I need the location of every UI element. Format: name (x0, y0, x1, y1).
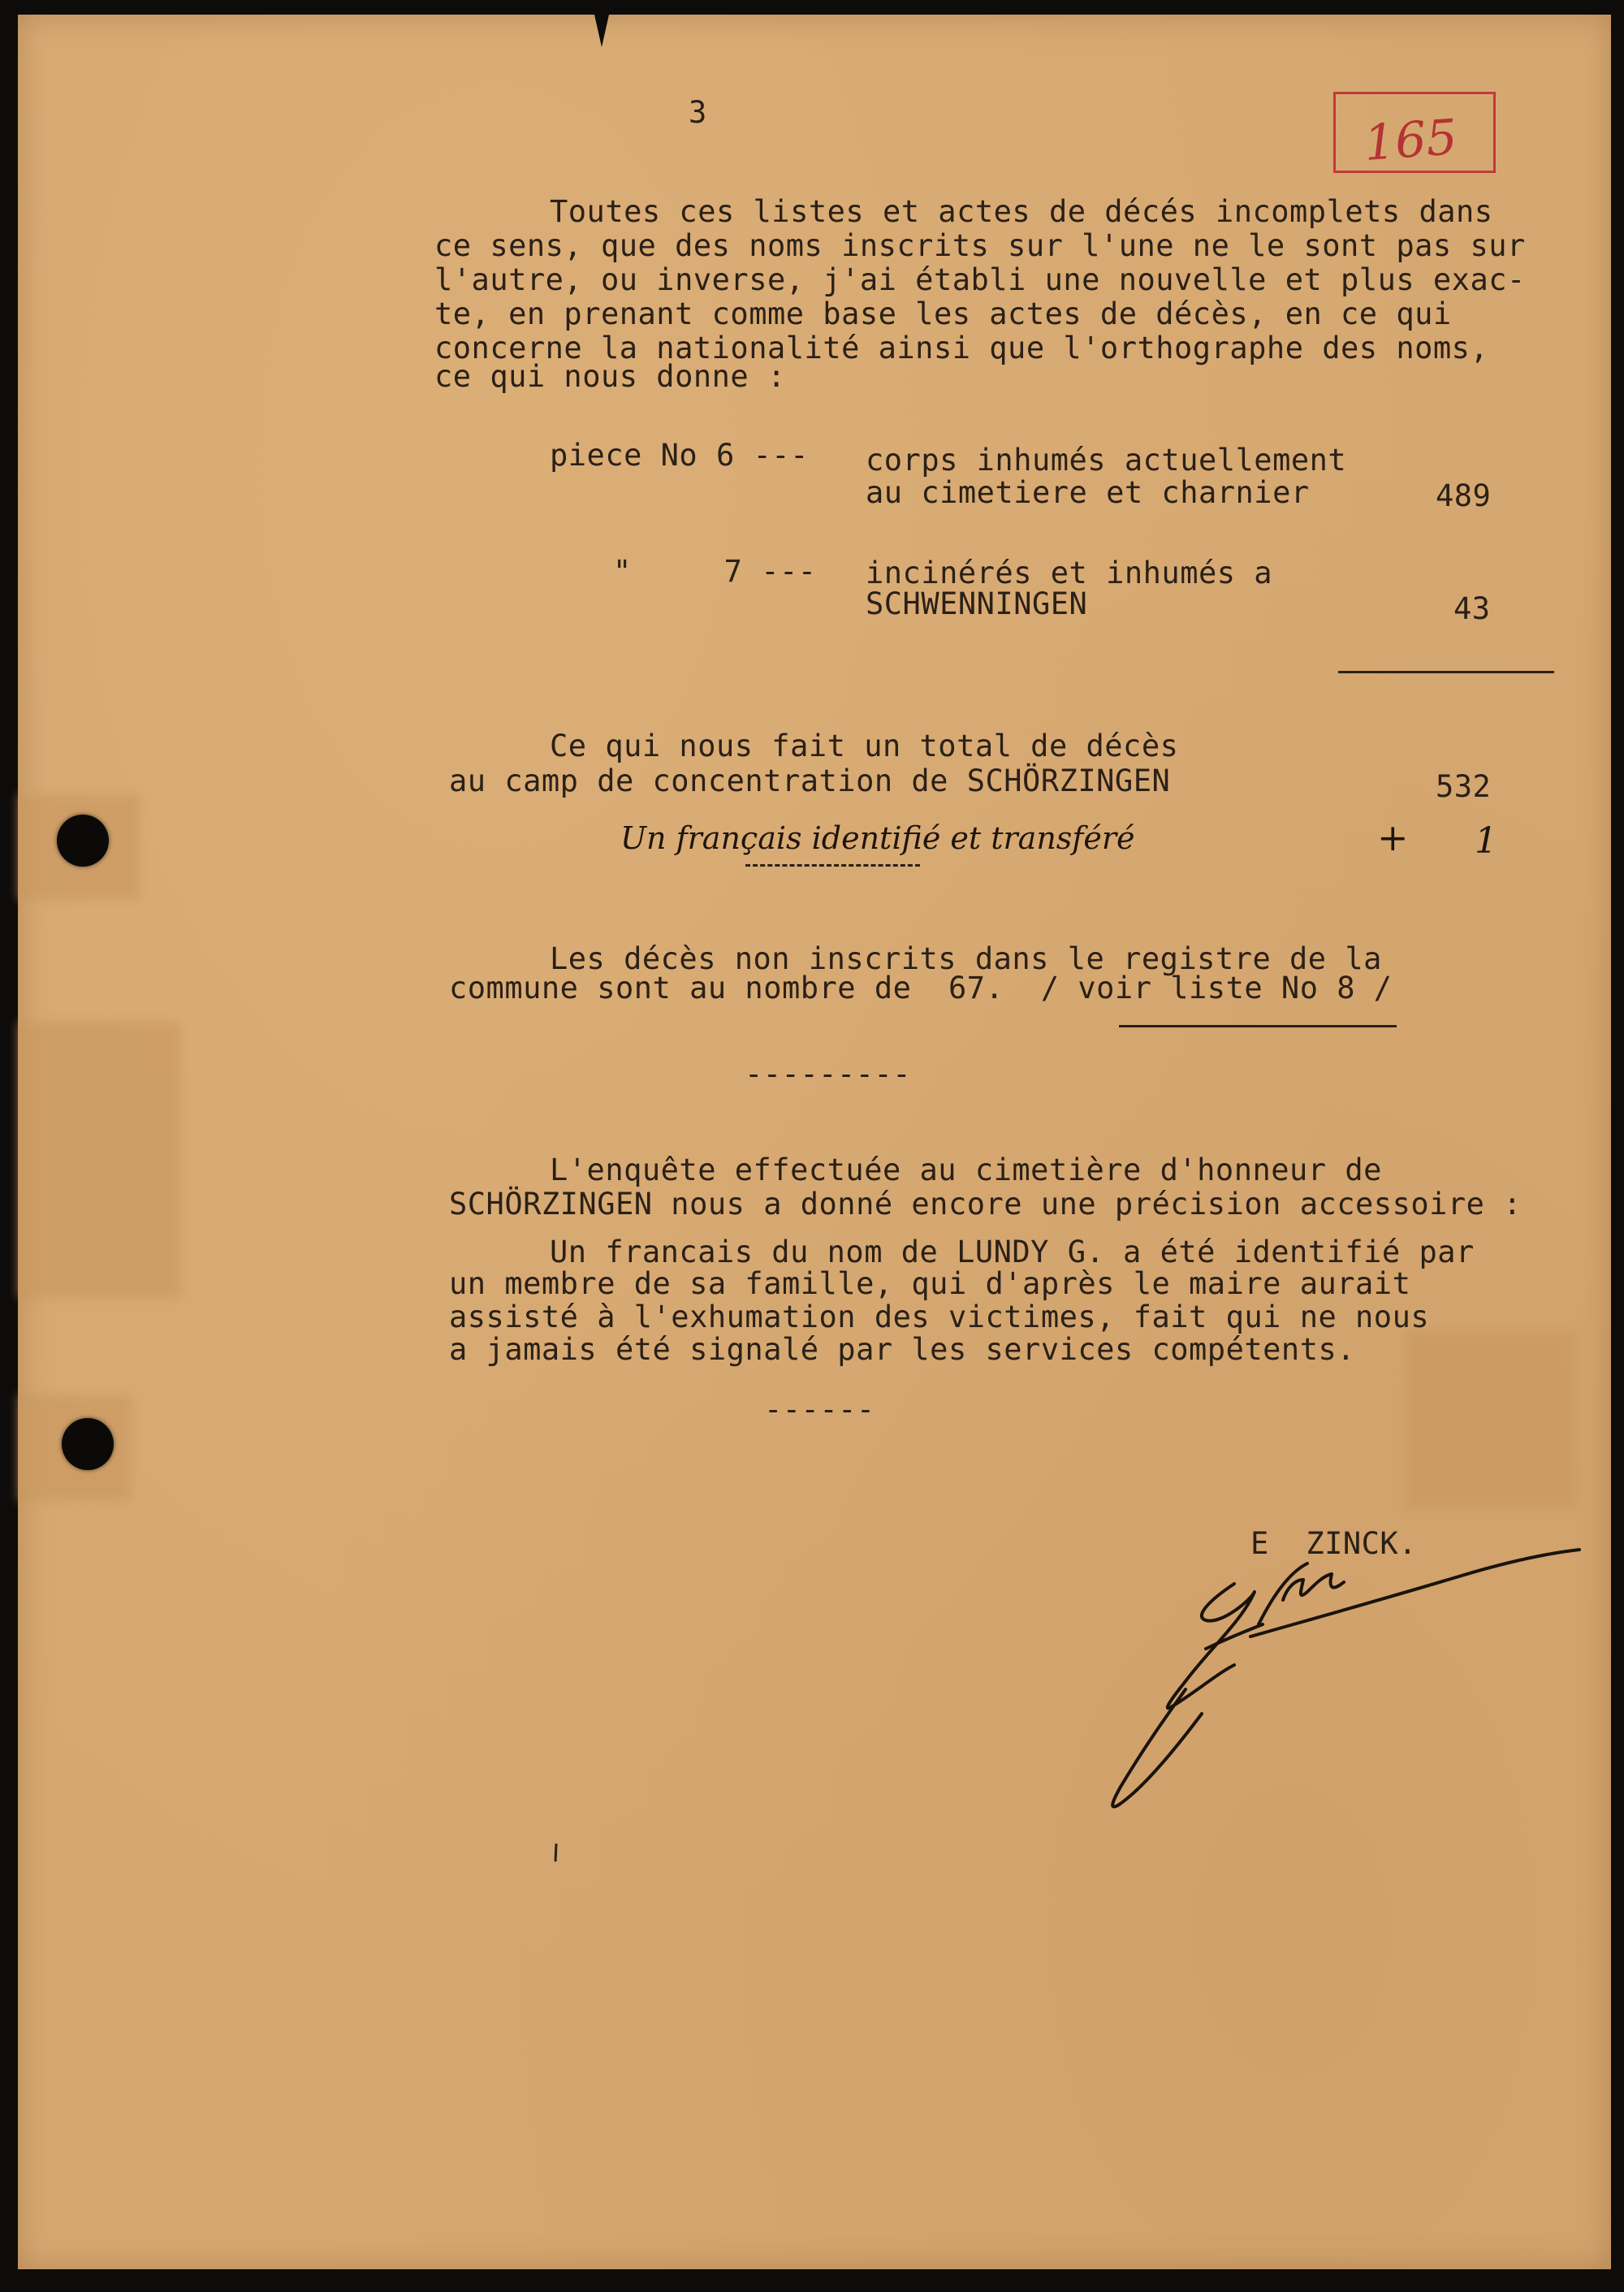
paper-stain (1406, 1330, 1577, 1509)
intro-line-2: ce sens, que des noms inscrits sur l'une ne le sont pas sur (434, 228, 1526, 263)
enquete-line-2: SCHÖRZINGEN nous a donné encore une précision accessoire : (449, 1187, 1522, 1222)
lundy-line-4: a jamais été signalé par les services compétents. (449, 1332, 1356, 1367)
piece-7-ref: " 7 --- (613, 554, 817, 589)
punch-hole-bottom (62, 1418, 114, 1470)
intro-line-1: Toutes ces listes et actes de décés incomplets dans (550, 194, 1493, 229)
piece-7-line-1: incinérés et inhumés a (866, 556, 1273, 590)
intro-line-5: concerne la nationalité ainsi que l'orthographe des noms, (434, 331, 1489, 365)
piece-6-ref: piece No 6 --- (550, 438, 809, 473)
handwritten-signature (1088, 1543, 1592, 1819)
lundy-line-3: assisté à l'exhumation des victimes, fait qui ne nous (449, 1300, 1430, 1334)
archive-stamp-number: 165 (1362, 109, 1459, 172)
piece-6-value: 489 (1436, 478, 1492, 513)
intro-line-6: ce qui nous donne : (434, 359, 786, 394)
punch-hole-top (57, 815, 109, 867)
non-registered-line-2: commune sont au nombre de 67. / voir liste No 8 / (449, 971, 1393, 1005)
piece-6-line-2: au cimetiere et charnier (866, 475, 1310, 510)
lundy-line-1: Un francais du nom de LUNDY G. a été identifié par (550, 1235, 1475, 1269)
separator-1: --------- (745, 1057, 911, 1092)
piece-7-line-2: SCHWENNINGEN (866, 586, 1088, 621)
list-reference-underline (1119, 1025, 1397, 1027)
sum-rule (1338, 671, 1554, 673)
handwritten-addition: Un français identifié et transféré (620, 820, 1135, 856)
enquete-line-1: L'enquête effectuée au cimetière d'honneur de (550, 1152, 1382, 1187)
intro-line-3: l'autre, ou inverse, j'ai établi une nouvelle et plus exac- (434, 262, 1526, 297)
paper-stain (18, 1022, 180, 1298)
total-value: 532 (1436, 769, 1492, 804)
ink-mark (552, 1842, 560, 1863)
lundy-line-2: un membre de sa famille, qui d'après le maire aurait (449, 1266, 1411, 1301)
handwritten-underline (745, 864, 920, 867)
handwritten-plus: + (1377, 815, 1409, 859)
piece-6-line-1: corps inhumés actuellement (866, 443, 1347, 478)
page-notch (594, 15, 609, 47)
handwritten-value: 1 (1475, 820, 1497, 862)
page-number: 3 (689, 95, 707, 130)
non-registered-line-1: Les décès non inscrits dans le registre de la (550, 941, 1382, 976)
intro-line-4: te, en prenant comme base les actes de décès, en ce qui (434, 296, 1452, 331)
piece-7-value: 43 (1453, 591, 1491, 626)
total-line-1: Ce qui nous fait un total de décès (550, 729, 1179, 763)
total-line-2: au camp de concentration de SCHÖRZINGEN (449, 763, 1171, 798)
separator-2: ------ (764, 1392, 875, 1427)
signatory-name: E ZINCK. (1250, 1526, 1417, 1561)
